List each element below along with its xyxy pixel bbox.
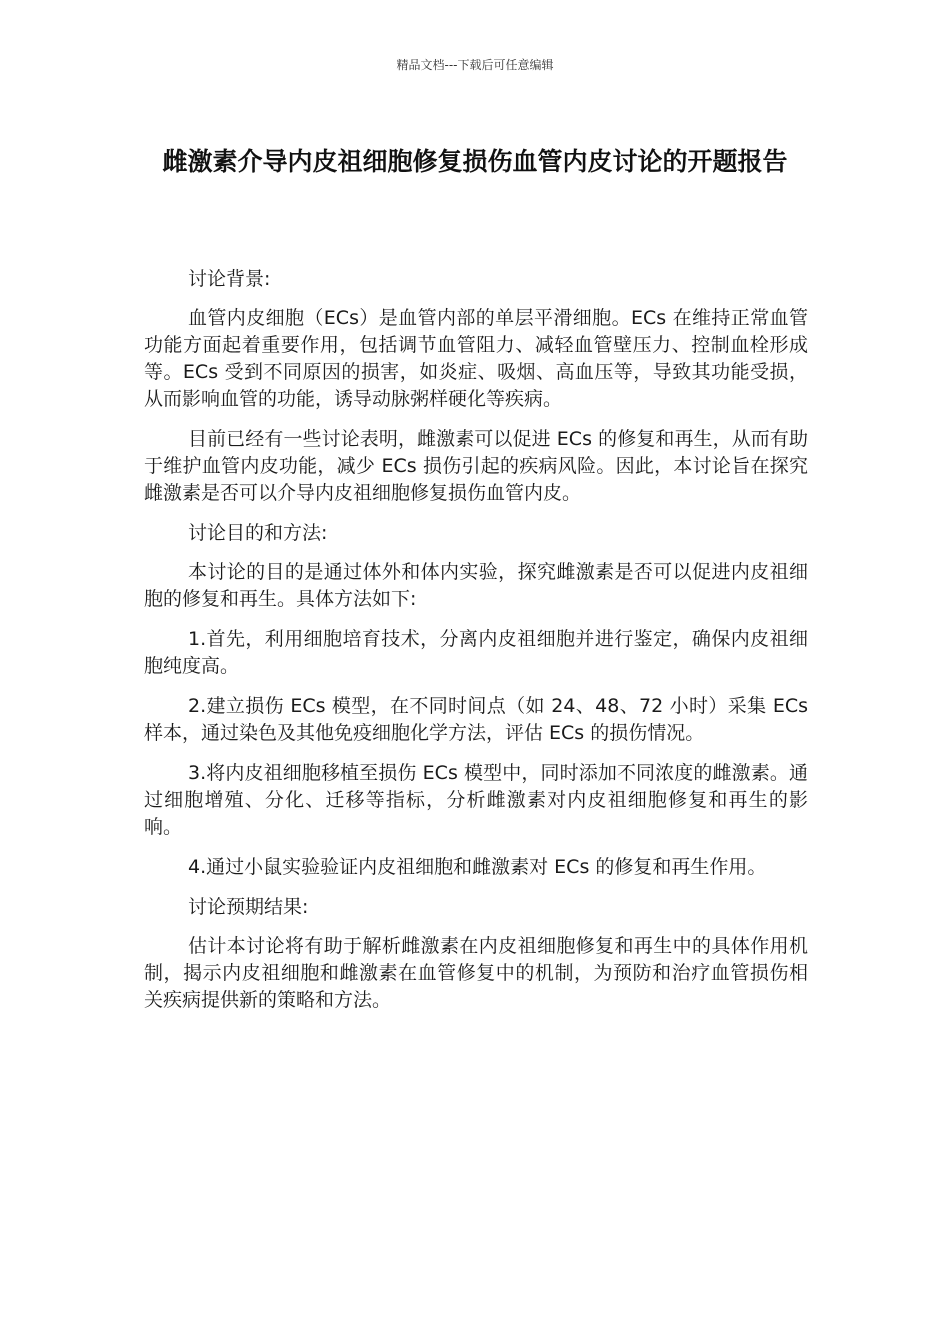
section-heading-methods: 讨论目的和方法: xyxy=(188,522,328,544)
paragraph-background-2: 目前已经有一些讨论表明，雌激素可以促进 ECs 的修复和再生，从而有助于维护血管内皮功能，减少 ECs 损伤引起的疾病风险。因此，本讨论旨在探究雌激素是否可以介导内皮祖细胞修复损伤血管内皮。 xyxy=(144,428,808,504)
header-note: 精品文档---下载后可任意编辑 xyxy=(396,58,554,72)
list-item-method-3: 3.将内皮祖细胞移植至损伤 ECs 模型中，同时添加不同浓度的雌激素。通过细胞增殖、分化、迁移等指标，分析雌激素对内皮祖细胞修复和再生的影响。 xyxy=(144,762,808,838)
document-body xyxy=(144,266,808,1027)
list-item-method-2: 2.建立损伤 ECs 模型，在不同时间点（如 24、48、72 小时）采集 ECs 样本，通过染色及其他免疫细胞化学方法，评估 ECs 的损伤情况。 xyxy=(144,695,808,744)
list-item-method-4: 4.通过小鼠实验验证内皮祖细胞和雌激素对 ECs 的修复和再生作用。 xyxy=(188,856,767,878)
paragraph-background-1: 血管内皮细胞（ECs）是血管内部的单层平滑细胞。ECs 在维持正常血管功能方面起着重要作用，包括调节血管阻力、减轻血管壁压力、控制血栓形成等。ECs 受到不同原因的损害，如炎症、吸烟、高血压等，导致其功能受损，从而影响血管的功能，诱导动脉粥样硬化等疾病。 xyxy=(144,307,808,410)
paragraph-methods-intro: 本讨论的目的是通过体外和体内实验，探究雌激素是否可以促进内皮祖细胞的修复和再生。具体方法如下: xyxy=(144,561,808,610)
list-item-method-1: 1.首先，利用细胞培育技术，分离内皮祖细胞并进行鉴定，确保内皮祖细胞纯度高。 xyxy=(144,628,808,677)
paragraph-expected-results: 估计本讨论将有助于解析雌激素在内皮祖细胞修复和再生中的具体作用机制，揭示内皮祖细胞和雌激素在血管修复中的机制，为预防和治疗血管损伤相关疾病提供新的策略和方法。 xyxy=(144,935,808,1011)
page-title: 雌激素介导内皮祖细胞修复损伤血管内皮讨论的开题报告 xyxy=(162,147,788,176)
section-heading-expected-results: 讨论预期结果: xyxy=(188,896,309,918)
section-heading-background: 讨论背景: xyxy=(188,268,271,290)
